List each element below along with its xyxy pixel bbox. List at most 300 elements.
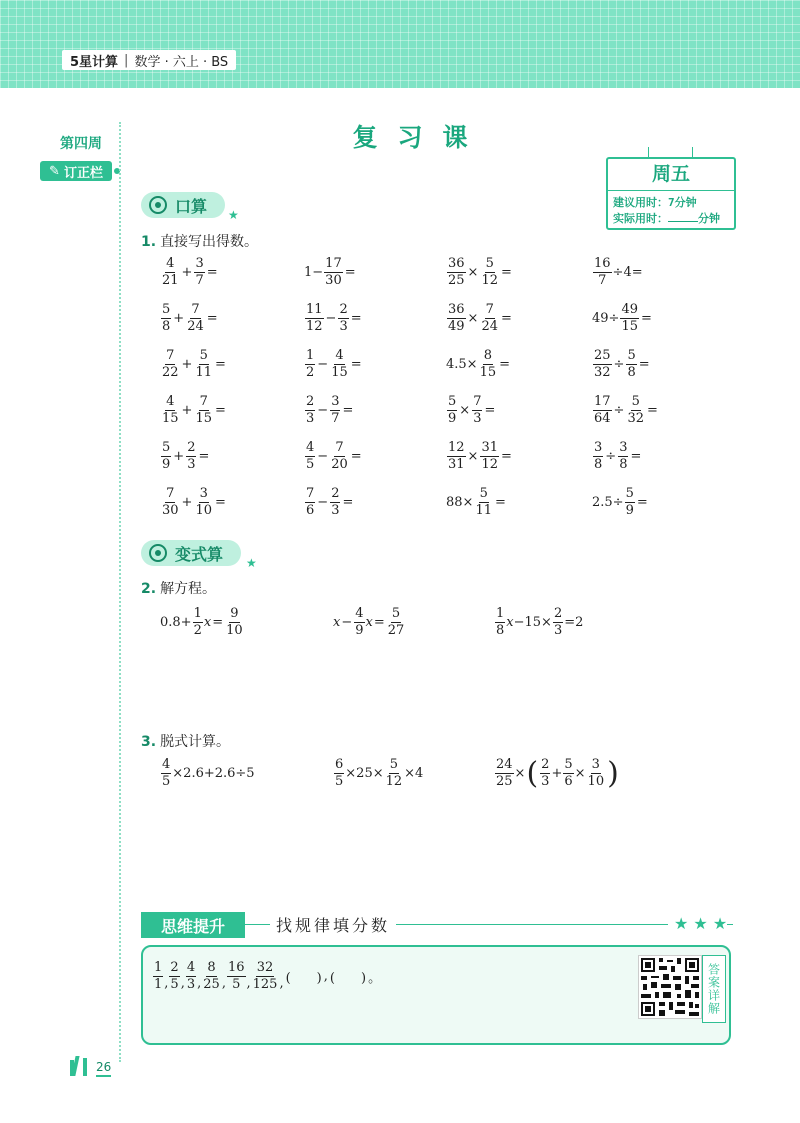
expr-text: 4.5× <box>446 357 478 372</box>
fraction <box>305 348 315 381</box>
oral-item <box>160 256 219 289</box>
numerator: 7 <box>335 440 344 455</box>
answer-blank[interactable]: ( ) <box>329 971 367 986</box>
numerator: 5 <box>199 348 208 363</box>
numerator: 32 <box>256 960 274 975</box>
numerator: 5 <box>162 440 171 455</box>
comma: , <box>279 976 284 991</box>
numerator: 4 <box>306 440 315 455</box>
fraction <box>153 960 163 993</box>
numerator: 3 <box>195 256 204 271</box>
oral-item <box>160 348 227 381</box>
oral-item <box>160 440 210 473</box>
section-oral-pill <box>141 192 225 218</box>
numerator: 2 <box>306 394 315 409</box>
oral-item <box>160 486 227 519</box>
oral-item <box>446 348 511 381</box>
equals-sign: = <box>484 403 496 418</box>
denominator: 8 <box>162 319 171 334</box>
operator: − <box>317 495 329 510</box>
fraction <box>474 486 493 519</box>
equals-sign: = <box>215 357 226 372</box>
numerator: 1 <box>496 606 505 621</box>
fraction <box>447 302 466 335</box>
numerator: 5 <box>448 394 457 409</box>
numerator: 7 <box>306 486 315 501</box>
denominator: 3 <box>331 503 340 518</box>
page-title: 复习课 <box>352 123 488 152</box>
numerator: 7 <box>485 302 494 317</box>
hanger-line <box>648 147 649 159</box>
operator: ÷ <box>613 403 625 418</box>
expr-text: ×4 <box>404 766 424 781</box>
separator: | <box>124 52 129 68</box>
denominator: 7 <box>331 411 340 426</box>
fraction <box>202 960 221 993</box>
actual-time-blank[interactable] <box>668 211 698 222</box>
operator: + <box>173 311 185 326</box>
fraction <box>618 440 628 473</box>
question-3 <box>141 731 230 751</box>
fraction <box>225 606 244 639</box>
numerator: 5 <box>631 394 640 409</box>
denominator: 21 <box>162 273 179 288</box>
numerator: 2 <box>331 486 340 501</box>
fraction <box>480 440 499 473</box>
operator: + <box>181 265 193 280</box>
eq-text: −15× <box>513 615 552 630</box>
numerator: 5 <box>391 606 401 621</box>
variable: x <box>333 615 341 630</box>
numerator: 7 <box>166 486 175 501</box>
fraction <box>593 394 612 427</box>
fraction <box>161 440 171 473</box>
expression-3 <box>494 757 620 790</box>
oral-item <box>160 302 219 335</box>
expr-text: ÷4= <box>612 265 643 280</box>
question-2 <box>141 578 216 598</box>
oral-item <box>592 256 643 289</box>
equals-sign: = <box>501 311 512 326</box>
numerator: 5 <box>485 256 494 271</box>
equals-sign: = <box>501 265 512 280</box>
denominator: 31 <box>448 457 465 472</box>
operator: × <box>514 766 526 781</box>
denominator: 12 <box>385 774 403 789</box>
fraction <box>447 394 457 427</box>
numerator: 11 <box>306 302 323 317</box>
fraction <box>354 606 364 639</box>
header-band <box>0 0 800 88</box>
numerator: 3 <box>594 440 603 455</box>
operator: − <box>317 449 329 464</box>
variable: x <box>365 615 373 630</box>
question-number: 1. <box>141 234 157 250</box>
denominator: 12 <box>481 457 498 472</box>
fraction <box>324 256 343 289</box>
numerator: 1 <box>193 606 202 621</box>
fraction <box>330 394 340 427</box>
denominator: 11 <box>475 503 492 518</box>
denominator: 9 <box>355 623 364 638</box>
numerator: 5 <box>627 348 636 363</box>
numerator: 3 <box>619 440 628 455</box>
equals-sign: = <box>206 265 218 280</box>
fraction <box>447 440 466 473</box>
fraction <box>540 757 550 790</box>
numerator: 2 <box>339 302 348 317</box>
numerator: 16 <box>594 256 611 271</box>
numerator: 25 <box>594 348 611 363</box>
fraction <box>194 486 213 519</box>
numerator: 7 <box>191 302 200 317</box>
fraction <box>479 348 498 381</box>
denominator: 3 <box>339 319 348 334</box>
denominator: 5 <box>232 977 241 992</box>
oral-item <box>446 394 496 427</box>
numerator: 2 <box>541 757 550 772</box>
denominator: 3 <box>187 457 196 472</box>
denominator: 5 <box>335 774 344 789</box>
equals-sign: = <box>206 311 218 326</box>
fix-label: 订正栏 <box>63 165 103 181</box>
oral-item <box>592 348 651 381</box>
numerator: 36 <box>448 302 465 317</box>
operator: + <box>181 403 193 418</box>
oral-item <box>592 394 659 427</box>
actual-time <box>613 210 720 226</box>
equals-sign: = <box>344 265 356 280</box>
denominator: 9 <box>625 503 634 518</box>
expr-text: 88× <box>446 495 474 510</box>
numerator: 4 <box>162 757 171 772</box>
oral-item <box>160 394 227 427</box>
equals-sign: = <box>198 449 210 464</box>
comma: , <box>323 969 328 984</box>
denominator: 30 <box>325 273 342 288</box>
denominator: 11 <box>195 365 212 380</box>
numerator: 3 <box>199 486 208 501</box>
expr-text: ×2.6+2.6÷5 <box>172 766 255 781</box>
oral-item <box>592 440 642 473</box>
equals-sign: = <box>630 449 642 464</box>
numerator: 49 <box>621 302 638 317</box>
numerator: 16 <box>227 960 245 975</box>
numerator: 8 <box>207 960 216 975</box>
answer-detail-label: 答案详解 <box>702 955 726 1023</box>
denominator: 2 <box>306 365 315 380</box>
fraction <box>472 394 482 427</box>
numerator: 31 <box>481 440 498 455</box>
fraction <box>161 348 180 381</box>
left-paren: ( <box>526 755 539 791</box>
denominator: 25 <box>496 774 513 789</box>
operator: − <box>317 357 329 372</box>
fraction <box>186 440 196 473</box>
correction-column-line <box>119 122 121 1062</box>
section-variant-pill <box>141 540 241 566</box>
numerator: 1 <box>154 960 163 975</box>
denominator: 2 <box>193 623 202 638</box>
numerator: 8 <box>483 348 492 363</box>
denominator: 8 <box>619 457 628 472</box>
equation-2 <box>333 606 406 639</box>
oral-item <box>304 302 363 335</box>
books-icon <box>68 1054 92 1076</box>
eq-text: 0.8+ <box>160 615 192 630</box>
denominator: 32 <box>627 411 644 426</box>
denominator: 3 <box>553 623 563 638</box>
oral-item <box>304 348 363 381</box>
fraction <box>305 394 315 427</box>
equals-sign: = <box>501 449 512 464</box>
operator: ÷ <box>605 449 617 464</box>
fraction <box>587 757 606 790</box>
operator: × <box>467 311 479 326</box>
numerator: 5 <box>389 757 399 772</box>
fraction <box>626 394 645 427</box>
fraction <box>553 606 563 639</box>
denominator: 24 <box>187 319 204 334</box>
operator: ÷ <box>613 357 625 372</box>
expr-text: 49÷ <box>592 311 620 326</box>
denominator: 8 <box>594 457 603 472</box>
numerator: 1 <box>306 348 315 363</box>
comma: , <box>197 976 202 991</box>
comma: , <box>180 976 185 991</box>
numerator: 5 <box>162 302 171 317</box>
denominator: 30 <box>162 503 179 518</box>
operator: + <box>181 495 193 510</box>
actual-time-suffix: 分钟 <box>698 212 720 225</box>
fraction <box>227 960 246 993</box>
fraction <box>495 606 505 639</box>
fix-column-tag <box>40 161 112 181</box>
denominator: 32 <box>594 365 611 380</box>
oral-item <box>446 440 513 473</box>
numerator: 4 <box>335 348 344 363</box>
numerator: 36 <box>448 256 465 271</box>
equals-sign: = <box>350 357 362 372</box>
denominator: 64 <box>594 411 611 426</box>
subject-label: 数学 · 六上 · BS <box>134 54 229 70</box>
equals-sign: = <box>215 403 226 418</box>
oral-item <box>446 256 513 289</box>
denominator: 5 <box>162 774 171 789</box>
fraction <box>305 440 315 473</box>
qr-code-icon[interactable] <box>638 955 702 1019</box>
actual-time-prefix: 实际用时： <box>613 212 668 225</box>
period: 。 <box>368 971 382 986</box>
denominator: 1 <box>154 977 163 992</box>
fraction-sequence <box>152 960 381 993</box>
numerator: 4 <box>355 606 364 621</box>
numerator: 4 <box>166 256 175 271</box>
operator: + <box>551 766 563 781</box>
fraction <box>193 606 203 639</box>
fraction <box>387 606 406 639</box>
denominator: 10 <box>195 503 212 518</box>
denominator: 12 <box>306 319 323 334</box>
oral-item <box>304 486 354 519</box>
denominator: 5 <box>306 457 315 472</box>
denominator: 8 <box>496 623 505 638</box>
denominator: 15 <box>479 365 497 380</box>
expr-text: 1− <box>304 265 324 280</box>
denominator: 5 <box>170 977 179 992</box>
right-paren: ) <box>607 755 619 791</box>
fraction <box>620 302 639 335</box>
operator: × <box>467 449 479 464</box>
fraction <box>161 256 180 289</box>
fraction <box>495 757 514 790</box>
equation-1 <box>160 606 245 639</box>
question-1 <box>141 231 258 251</box>
numerator: 2 <box>553 606 563 621</box>
numerator: 7 <box>199 394 208 409</box>
fraction <box>330 486 340 519</box>
equals-sign: = <box>499 357 511 372</box>
numerator: 3 <box>591 757 600 772</box>
oral-item <box>304 256 357 289</box>
eq-text: =2 <box>564 615 584 630</box>
fraction <box>161 394 180 427</box>
brand-name: 5星计算 <box>70 54 119 70</box>
fraction <box>330 440 349 473</box>
numerator: 17 <box>325 256 342 271</box>
equals-sign: = <box>350 449 362 464</box>
numerator: 5 <box>564 757 573 772</box>
series-tag <box>62 50 236 70</box>
denominator: 12 <box>481 273 498 288</box>
denominator: 3 <box>473 411 482 426</box>
fraction <box>625 486 635 519</box>
fraction <box>194 394 213 427</box>
star-icon: ★ <box>246 556 257 570</box>
qr-code-graphic <box>639 956 701 1018</box>
denominator: 3 <box>541 774 550 789</box>
fraction <box>593 256 612 289</box>
denominator: 7 <box>598 273 607 288</box>
expression-2 <box>333 757 423 790</box>
numerator: 6 <box>335 757 344 772</box>
numerator: 4 <box>186 960 196 975</box>
operator: × <box>459 403 471 418</box>
answer-blank[interactable]: ( ) <box>285 971 322 986</box>
fraction <box>305 486 315 519</box>
expr-text: 2.5÷ <box>592 495 624 510</box>
section-oral-label: 口算 <box>175 196 208 216</box>
denominator: 15 <box>621 319 638 334</box>
question-text: 直接写出得数。 <box>160 234 259 250</box>
denominator: 3 <box>306 411 315 426</box>
section-variant-label: 变式算 <box>175 544 224 564</box>
oral-item <box>304 440 363 473</box>
operator: − <box>317 403 329 418</box>
denominator: 20 <box>331 457 348 472</box>
fraction <box>186 302 205 335</box>
star-icon: ★ <box>228 208 239 222</box>
denominator: 9 <box>162 457 171 472</box>
fraction <box>252 960 279 993</box>
operator: × <box>574 766 586 781</box>
numerator: 9 <box>230 606 239 621</box>
equals-sign: = <box>350 311 362 326</box>
question-number: 2. <box>141 581 157 597</box>
oral-item <box>592 302 653 335</box>
target-icon <box>149 544 167 562</box>
denominator: 3 <box>186 977 196 992</box>
hanger-line <box>692 147 693 159</box>
equals-sign: = <box>212 615 224 630</box>
fraction <box>480 302 499 335</box>
operator: + <box>173 449 185 464</box>
equals-sign: = <box>638 357 650 372</box>
question-text: 解方程。 <box>160 581 217 597</box>
numerator: 7 <box>473 394 482 409</box>
pencil-icon: ✎ <box>49 163 60 179</box>
fraction <box>194 348 213 381</box>
equals-sign: = <box>342 403 354 418</box>
fraction <box>593 348 612 381</box>
denominator: 6 <box>306 503 315 518</box>
comma: , <box>246 976 251 991</box>
equals-sign: = <box>215 495 226 510</box>
denominator: 125 <box>252 977 278 992</box>
fraction <box>161 302 171 335</box>
question-number: 3. <box>141 734 157 750</box>
equals-sign: = <box>342 495 354 510</box>
numerator: 2 <box>187 440 196 455</box>
numerator: 17 <box>594 394 611 409</box>
fraction <box>480 256 499 289</box>
equation-3 <box>494 606 583 639</box>
variable: x <box>506 615 514 630</box>
numerator: 24 <box>496 757 513 772</box>
fraction <box>330 348 349 381</box>
equals-sign: = <box>494 495 506 510</box>
oral-item <box>304 394 354 427</box>
day-label: 周五 <box>608 159 734 191</box>
numerator: 4 <box>166 394 175 409</box>
numerator: 3 <box>331 394 340 409</box>
numerator: 12 <box>448 440 465 455</box>
denominator: 8 <box>627 365 636 380</box>
operator: × <box>467 265 479 280</box>
equals-sign: = <box>640 311 652 326</box>
numerator: 7 <box>166 348 175 363</box>
numerator: 5 <box>625 486 634 501</box>
thinking-header: 思维提升 <box>141 912 245 938</box>
operator: − <box>325 311 337 326</box>
fraction <box>194 256 204 289</box>
operator: − <box>341 615 353 630</box>
denominator: 10 <box>587 774 605 789</box>
equals-sign: = <box>373 615 385 630</box>
question-text: 脱式计算。 <box>160 734 231 750</box>
suggested-time: 建议用时：7分钟 <box>613 196 697 209</box>
fraction <box>385 757 404 790</box>
fraction <box>563 757 573 790</box>
denominator: 15 <box>331 365 348 380</box>
fraction <box>186 960 196 993</box>
variable: x <box>203 615 212 630</box>
difficulty-stars-icon: ★ ★ ★ <box>668 914 727 933</box>
fraction <box>161 757 171 790</box>
denominator: 25 <box>448 273 465 288</box>
fraction <box>334 757 344 790</box>
denominator: 15 <box>195 411 212 426</box>
